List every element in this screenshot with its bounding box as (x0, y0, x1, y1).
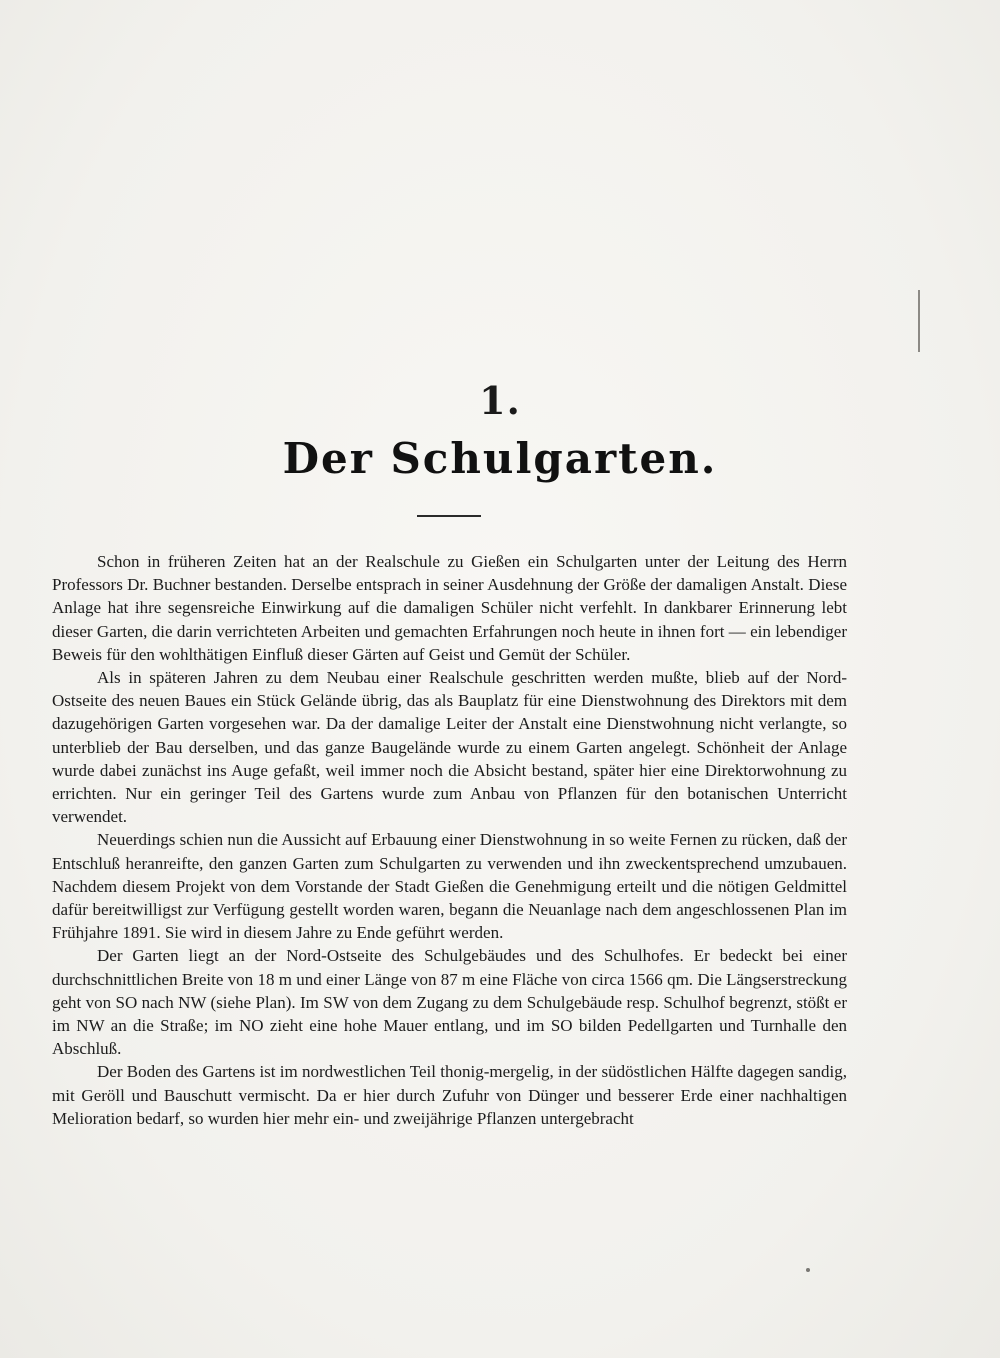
ink-speck (806, 1268, 810, 1272)
paragraph: Neuerdings schien nun die Aussicht auf Erbauung einer Dienstwohnung in so weite Fernen zu rücken, daß der Entschluß heranreifte, den ganzen Garten zum Schulgarten zu verwenden und ihn zweckentsprechend umzubauen. Nachdem diesem Projekt von dem Vorstande der Stadt Gießen die Genehmigung erteilt und die nötigen Geldmittel dafür bereitwilligst zur Verfügung gestellt worden waren, begann die Neuanlage nach dem angeschlossenen Plan im Frühjahre 1891. Sie wird in diesem Jahre zu Ende geführt werden. (52, 830, 847, 943)
chapter-title: Der Schulgarten. (282, 434, 718, 483)
chapter-number: 1. (479, 378, 521, 423)
reverse-side-bleed-through (52, 140, 852, 165)
body-text (52, 550, 847, 1130)
paragraph: Der Boden des Gartens ist im nordwestlichen Teil thonig-mergelig, in der südöstlichen Hälfte dagegen sandig, mit Geröll und Bauschutt vermischt. Da er hier durch Zufuhr von Dünger und besserer Erde einer nachhaltigen Melioration bedarf, so wurden hier mehr ein- und zweijährige Pflanzen untergebracht (52, 1062, 847, 1128)
paragraph: Der Garten liegt an der Nord-Ostseite des Schulgebäudes und des Schulhofes. Er bedeckt bei einer durchschnittlichen Breite von 18 m und einer Länge von 87 m eine Fläche von circa 1566 qm. Die Längserstreckung geht von SO nach NW (siehe Plan). Im SW von dem Zugang zu dem Schulgebäude resp. Schulhof begrenzt, stößt er im NW an die Straße; im NO zieht eine hohe Mauer entlang, und im SO bilden Pedellgarten und Turnhalle den Abschluß. (52, 946, 847, 1059)
title-divider (417, 515, 481, 517)
margin-mark (918, 290, 920, 352)
paragraph: Als in späteren Jahren zu dem Neubau einer Realschule geschritten werden mußte, blieb auf der Nord-Ostseite des neuen Baues ein Stück Gelände übrig, das als Bauplatz für eine Dienstwohnung des Direktors mit dem dazugehörigen Garten vorgesehen war. Da der damalige Leiter der Anstalt eine Dienstwohnung nicht verlangte, so unterblieb der Bau derselben, und das ganze Baugelände wurde zu einem Garten angelegt. Schönheit der Anlage wurde dabei zunächst ins Auge gefaßt, weil immer noch die Absicht bestand, später hier eine Direktorwohnung zu errichten. Nur ein geringer Teil des Gartens wurde zum Anbau von Pflanzen für den botanischen Unterricht verwendet. (52, 668, 847, 827)
paragraph: Schon in früheren Zeiten hat an der Realschule zu Gießen ein Schulgarten unter der Leitung des Herrn Professors Dr. Buchner bestanden. Derselbe entsprach in seiner Ausdehnung der Größe der damaligen Anstalt. Diese Anlage hat ihre segensreiche Einwirkung auf die damaligen Schüler nicht verfehlt. In dankbarer Erinnerung lebt dieser Garten, die darin verrichteten Arbeiten und gemachten Erfahrungen noch heute in ihnen fort — ein lebendiger Beweis für den wohlthätigen Einfluß dieser Gärten auf Geist und Gemüt der Schüler. (52, 552, 847, 664)
